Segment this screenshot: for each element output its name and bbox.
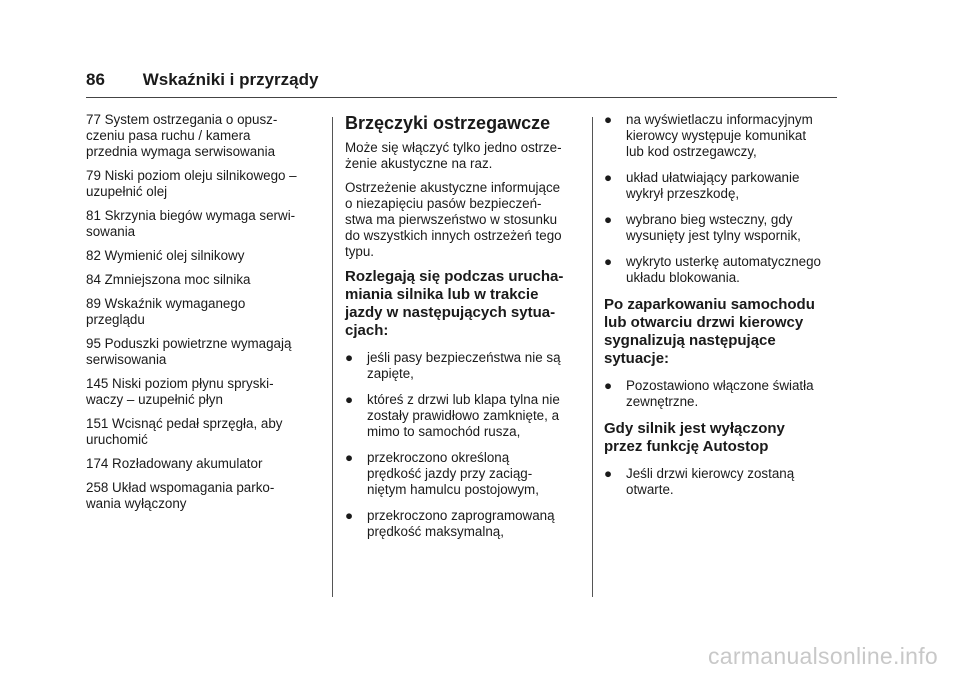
column-divider-1	[332, 117, 333, 597]
bullet-text: na wyświetlaczu informacyjnym kierowcy występuje komunikat lub kod ostrzegawczy,	[626, 112, 813, 159]
section-heading: Brzęczyki ostrzegawcze	[345, 113, 551, 133]
page-header	[86, 70, 318, 90]
bullet-list	[604, 466, 840, 498]
bullet-text: któreś z drzwi lub klapa tylna nie zostały prawidłowo zamknięte, a mimo to samochód rusza,	[367, 392, 560, 439]
list-item: 81 Skrzynia biegów wymaga serwi- sowania	[86, 208, 296, 239]
bullet-list	[604, 112, 840, 286]
list-item: 79 Niski poziom oleju silnikowego – uzupełnić olej	[86, 168, 297, 199]
page-number: 86	[86, 70, 105, 89]
list-item: 258 Układ wspomagania parko- wania wyłączony	[86, 480, 275, 511]
list-item: 145 Niski poziom płynu spryski- waczy – uzupełnić płyn	[86, 376, 274, 407]
watermark: carmanualsonline.info	[707, 643, 938, 669]
column-divider-2	[592, 117, 593, 597]
bullet-icon: ●	[604, 170, 613, 185]
list-item: 82 Wymienić olej silnikowy	[86, 248, 245, 263]
bullet-item	[604, 170, 840, 202]
bullet-list	[604, 378, 840, 410]
column-3	[604, 112, 840, 508]
paragraph: Ostrzeżenie akustyczne informujące o niezapięciu pasów bezpieczeń- stwa ma pierwszeństwo w stosunku do wszystkich innych ostrzeżeń tego typu.	[345, 180, 562, 259]
column-2	[345, 112, 581, 550]
list-item: 84 Zmniejszona moc silnika	[86, 272, 251, 287]
bullet-item	[345, 450, 581, 498]
bullet-icon: ●	[604, 378, 613, 393]
bullet-text: przekroczono zaprogramowaną prędkość maksymalną,	[367, 508, 555, 539]
bullet-icon: ●	[604, 254, 613, 269]
bullet-item	[345, 392, 581, 440]
bullet-text: przekroczono określoną prędkość jazdy przy zaciąg- niętym hamulcu postojowym,	[367, 450, 539, 497]
bullet-text: wybrano bieg wsteczny, gdy wysunięty jest tylny wspornik,	[626, 212, 801, 243]
bullet-text: jeśli pasy bezpieczeństwa nie są zapięte,	[367, 350, 561, 381]
bullet-icon: ●	[604, 212, 613, 227]
bullet-text: wykryto usterkę automatycznego układu blokowania.	[626, 254, 821, 285]
bullet-text: układ ułatwiający parkowanie wykrył przeszkodę,	[626, 170, 800, 201]
bullet-item	[345, 508, 581, 540]
list-item: 89 Wskaźnik wymaganego przeglądu	[86, 296, 246, 327]
subheading: Gdy silnik jest wyłączony przez funkcję Autostop	[604, 420, 785, 455]
bullet-list	[345, 350, 581, 540]
list-item: 151 Wcisnąć pedał sprzęgła, aby uruchomić	[86, 416, 283, 447]
paragraph: Może się włączyć tylko jedno ostrze- żenie akustyczne na raz.	[345, 140, 562, 171]
list-item: 95 Poduszki powietrzne wymagają serwisowania	[86, 336, 292, 367]
list-item: 174 Rozładowany akumulator	[86, 456, 263, 471]
bullet-text: Jeśli drzwi kierowcy zostaną otwarte.	[626, 466, 795, 497]
page-title: Wskaźniki i przyrządy	[142, 70, 319, 89]
bullet-item	[604, 254, 840, 286]
list-item: 77 System ostrzegania o opusz- czeniu pasa ruchu / kamera przednia wymaga serwisowania	[86, 112, 278, 159]
bullet-icon: ●	[345, 392, 354, 407]
bullet-icon: ●	[604, 466, 613, 481]
bullet-item	[604, 112, 840, 160]
bullet-item	[604, 378, 840, 410]
column-1	[86, 112, 318, 520]
bullet-icon: ●	[345, 508, 354, 523]
bullet-icon: ●	[345, 450, 354, 465]
bullet-item	[604, 466, 840, 498]
bullet-item	[604, 212, 840, 244]
bullet-text: Pozostawiono włączone światła zewnętrzne.	[626, 378, 814, 409]
subheading: Rozlegają się podczas urucha- miania silnika lub w trakcie jazdy w następujących sytua- cjach:	[345, 268, 564, 339]
bullet-icon: ●	[604, 112, 613, 127]
bullet-item	[345, 350, 581, 382]
bullet-icon: ●	[345, 350, 354, 365]
subheading: Po zaparkowaniu samochodu lub otwarciu drzwi kierowcy sygnalizują następujące sytuacje:	[604, 296, 815, 367]
header-rule	[86, 97, 837, 98]
